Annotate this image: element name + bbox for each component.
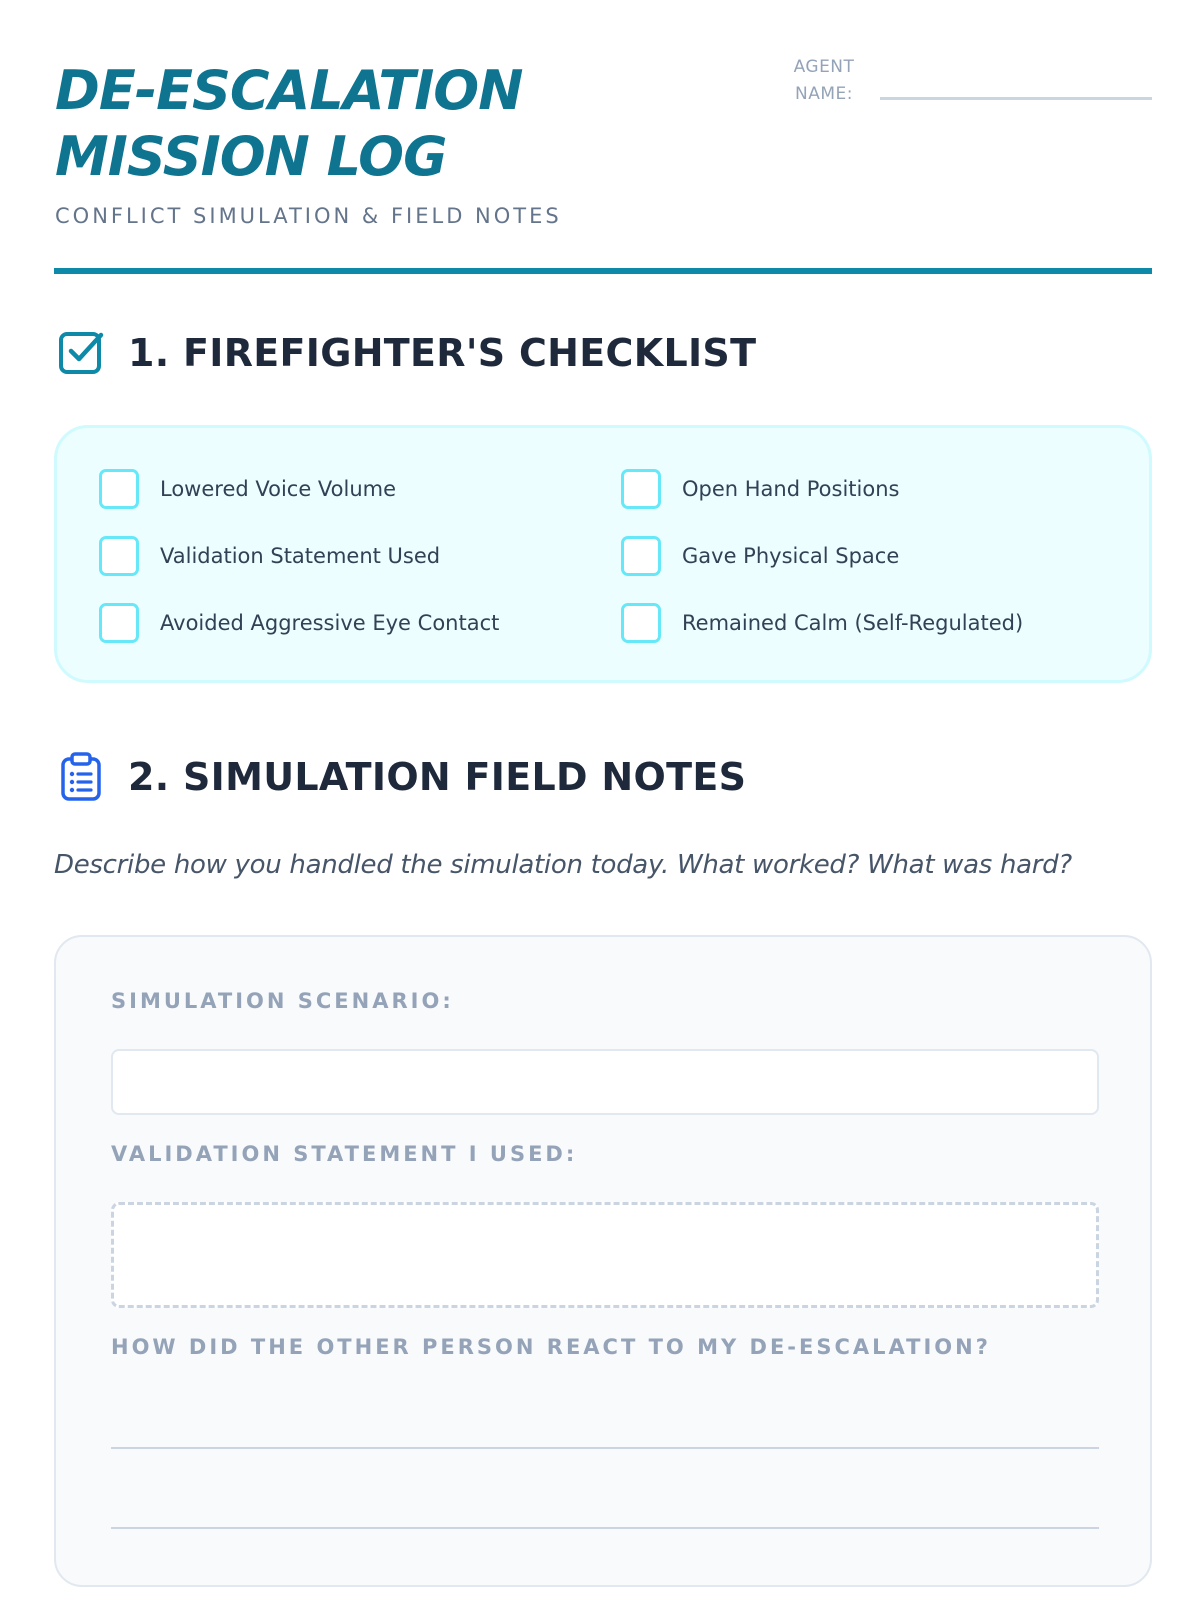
reaction-write-line[interactable] <box>111 1527 1099 1529</box>
checklist-item[interactable] <box>621 603 1023 643</box>
field-notes-panel <box>54 935 1152 1587</box>
checklist-item-label: Avoided Aggressive Eye Contact <box>160 611 500 635</box>
checklist-item-label: Lowered Voice Volume <box>160 477 397 501</box>
field-notes-heading <box>56 752 746 802</box>
checkbox[interactable] <box>621 603 661 643</box>
checkbox[interactable] <box>621 536 661 576</box>
page-title-line-1: DE-ESCALATION <box>55 59 523 122</box>
agent-name-field[interactable] <box>880 97 1152 100</box>
checklist-item[interactable] <box>99 603 499 643</box>
page-subtitle: CONFLICT SIMULATION & FIELD NOTES <box>55 204 562 228</box>
agent-label-line-1: AGENT <box>793 57 855 77</box>
checklist-item[interactable] <box>99 469 396 509</box>
checkbox[interactable] <box>621 469 661 509</box>
checklist-item[interactable] <box>621 469 899 509</box>
checklist-item[interactable] <box>99 536 440 576</box>
checkbox[interactable] <box>99 603 139 643</box>
page-title-line-2: MISSION LOG <box>55 125 447 188</box>
checklist-item-label: Open Hand Positions <box>682 477 900 501</box>
scenario-input[interactable] <box>111 1049 1099 1115</box>
checklist-item-label: Remained Calm (Self-Regulated) <box>682 611 1024 635</box>
reaction-label: HOW DID THE OTHER PERSON REACT TO MY DE-ESCALATION? <box>111 1335 991 1359</box>
header-divider <box>54 268 1152 274</box>
checklist-heading <box>56 328 756 378</box>
scenario-label: SIMULATION SCENARIO: <box>111 989 454 1013</box>
agent-label-line-2: NAME: <box>795 84 853 104</box>
checkbox[interactable] <box>99 536 139 576</box>
validation-input[interactable] <box>111 1202 1099 1308</box>
reaction-write-line[interactable] <box>111 1447 1099 1449</box>
checklist-title: 1. FIREFIGHTER'S CHECKLIST <box>128 331 757 375</box>
checklist-item[interactable] <box>621 536 899 576</box>
title-block <box>55 58 562 228</box>
checklist-item-label: Gave Physical Space <box>682 544 900 568</box>
agent-name-label <box>786 54 862 108</box>
checklist-item-label: Validation Statement Used <box>160 544 441 568</box>
checkbox-checked-icon <box>56 328 106 378</box>
checkbox[interactable] <box>99 469 139 509</box>
field-notes-title: 2. SIMULATION FIELD NOTES <box>128 755 747 799</box>
field-notes-prompt: Describe how you handled the simulation today. What worked? What was hard? <box>54 850 1072 880</box>
clipboard-list-icon <box>56 752 106 802</box>
validation-label: VALIDATION STATEMENT I USED: <box>111 1142 578 1166</box>
checklist-panel <box>54 425 1152 683</box>
